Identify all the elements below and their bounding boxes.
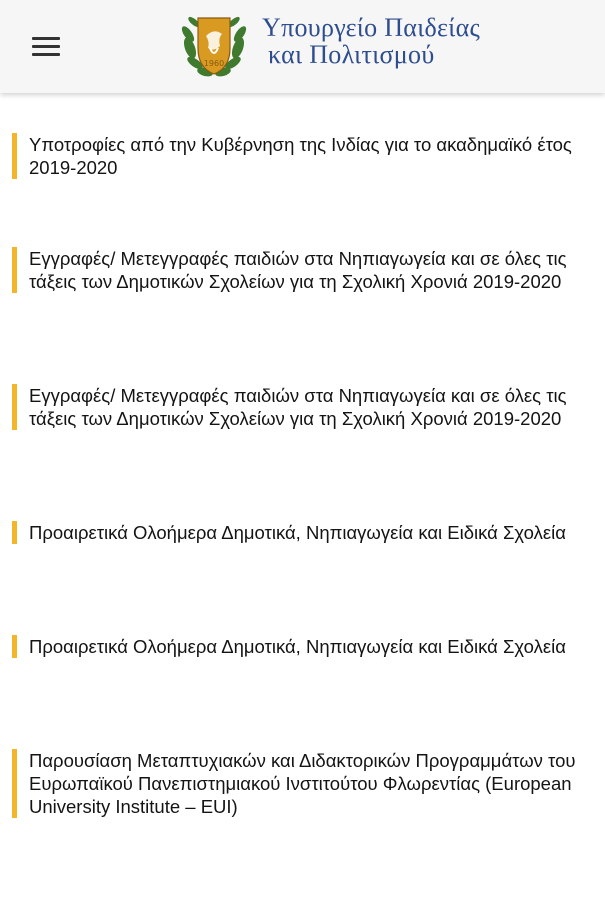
- app-header: [0, 0, 605, 93]
- ministry-title-line1: Υπουργείο Παιδείας: [262, 13, 481, 42]
- menu-bar: [32, 37, 60, 40]
- menu-bar: [32, 45, 60, 48]
- ministry-title[interactable]: [262, 14, 480, 68]
- ministry-title-line2: και Πολιτισμού: [268, 40, 435, 69]
- news-item[interactable]: Υποτροφίες από την Κυβέρνηση της Ινδίας για το ακαδημαϊκό έτος 2019-2020: [12, 133, 592, 179]
- news-item[interactable]: Προαιρετικά Ολοήμερα Δημοτικά, Νηπιαγωγεία και Ειδικά Σχολεία: [12, 635, 592, 658]
- news-item[interactable]: Προαιρετικά Ολοήμερα Δημοτικά, Νηπιαγωγεία και Ειδικά Σχολεία: [12, 521, 592, 544]
- hamburger-menu-icon[interactable]: [28, 30, 64, 62]
- news-item[interactable]: Εγγραφές/ Μετεγγραφές παιδιών στα Νηπιαγωγεία και σε όλες τις τάξεις των Δημοτικών Σχολείων για τη Σχολική Χρονιά 2019-2020: [12, 247, 592, 293]
- cyprus-coat-of-arms-icon[interactable]: [176, 8, 252, 84]
- svg-text:1960: 1960: [203, 59, 225, 68]
- menu-bar: [32, 53, 60, 56]
- news-item[interactable]: Εγγραφές/ Μετεγγραφές παιδιών στα Νηπιαγωγεία και σε όλες τις τάξεις των Δημοτικών Σχολείων για τη Σχολική Χρονιά 2019-2020: [12, 384, 592, 430]
- news-item[interactable]: Παρουσίαση Μεταπτυχιακών και Διδακτορικών Προγραμμάτων του Ευρωπαϊκού Πανεπιστημιακού Ινστιτούτου Φλωρεντίας (European University Institute – EUI): [12, 749, 592, 818]
